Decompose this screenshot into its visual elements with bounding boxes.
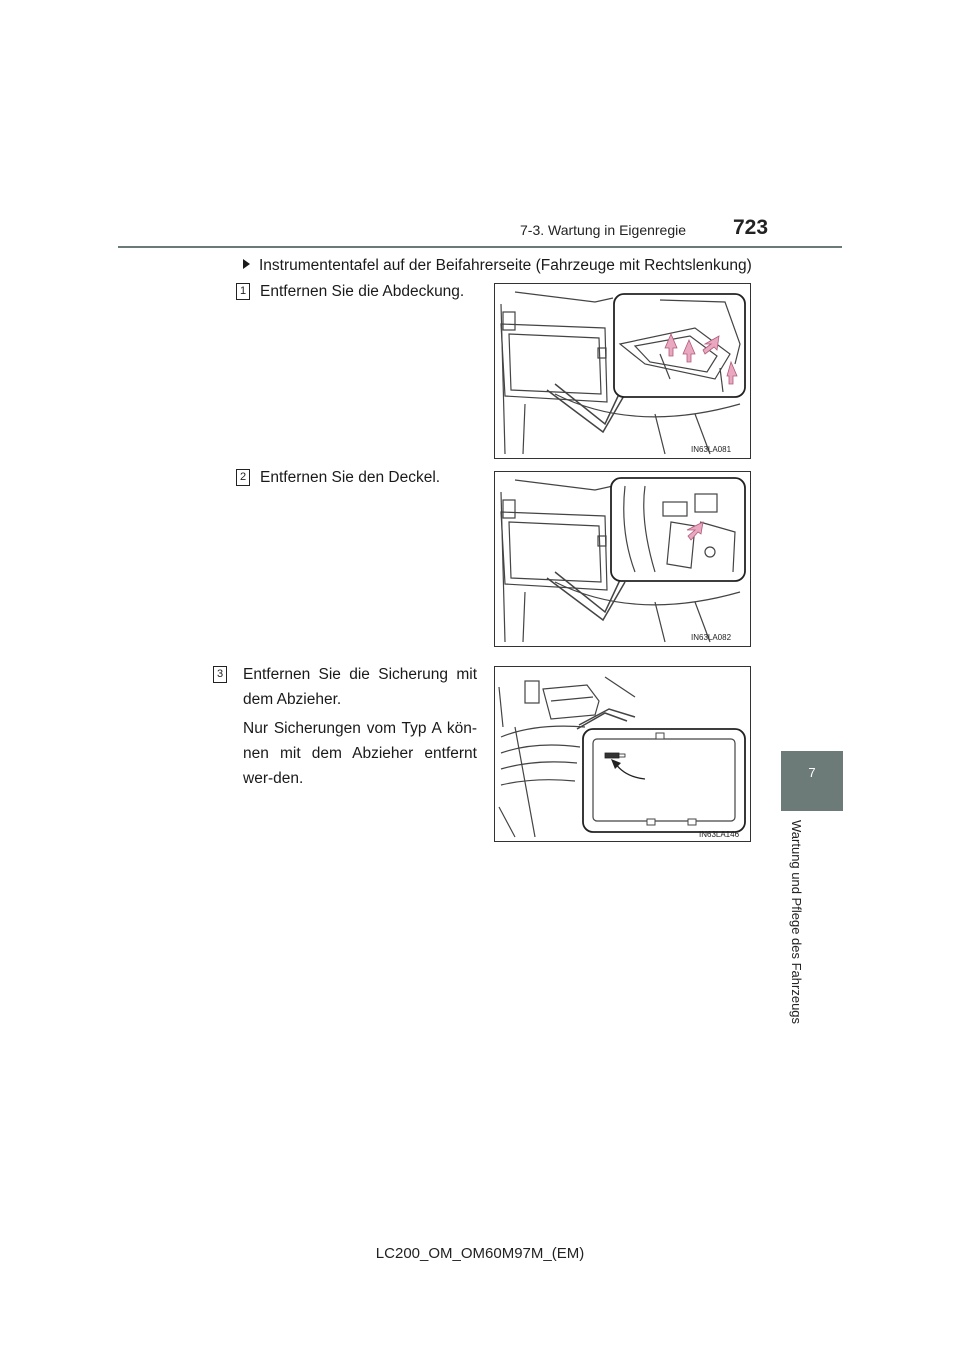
step-note-3: Nur Sicherungen vom Typ A kön-nen mit dem Abzieher entfernt wer-den.: [243, 720, 477, 787]
chapter-number: 7: [808, 765, 816, 780]
figure-remove-cover-drawing: [495, 284, 750, 458]
figure-code-2: IN63LA082: [691, 633, 732, 642]
figure-code-3: IN63LA146: [699, 830, 740, 839]
step-text-3: Entfernen Sie die Sicherung mit dem Abzieher.: [243, 666, 477, 708]
step-number-2: 2: [236, 469, 250, 486]
chapter-tab: [781, 751, 843, 811]
document-code: LC200_OM_OM60M97M_(EM): [375, 1245, 585, 1262]
step-text-1: Entfernen Sie die Abdeckung.: [260, 283, 465, 300]
figure-code-1: IN63LA081: [691, 445, 732, 454]
figure-remove-cover: [494, 283, 751, 459]
section-title: 7-3. Wartung in Eigenregie: [520, 222, 687, 238]
bullet-triangle-icon: [243, 259, 250, 269]
step-text-2: Entfernen Sie den Deckel.: [260, 469, 441, 486]
step-number-3: 3: [213, 666, 227, 683]
figure-fuse-puller: [494, 666, 751, 842]
figure-remove-lid: [494, 471, 751, 647]
header-rule: [118, 246, 842, 248]
page-number: 723: [733, 216, 769, 239]
figure-fuse-puller-drawing: [495, 667, 750, 841]
step-number-1: 1: [236, 283, 250, 300]
intro-heading: [243, 257, 752, 275]
intro-text: Instrumententafel auf der Beifahrerseite (Fahrzeuge mit Rechtslenkung): [259, 257, 752, 274]
figure-remove-lid-drawing: [495, 472, 750, 646]
chapter-label: Wartung und Pflege des Fahrzeugs: [789, 820, 804, 1025]
